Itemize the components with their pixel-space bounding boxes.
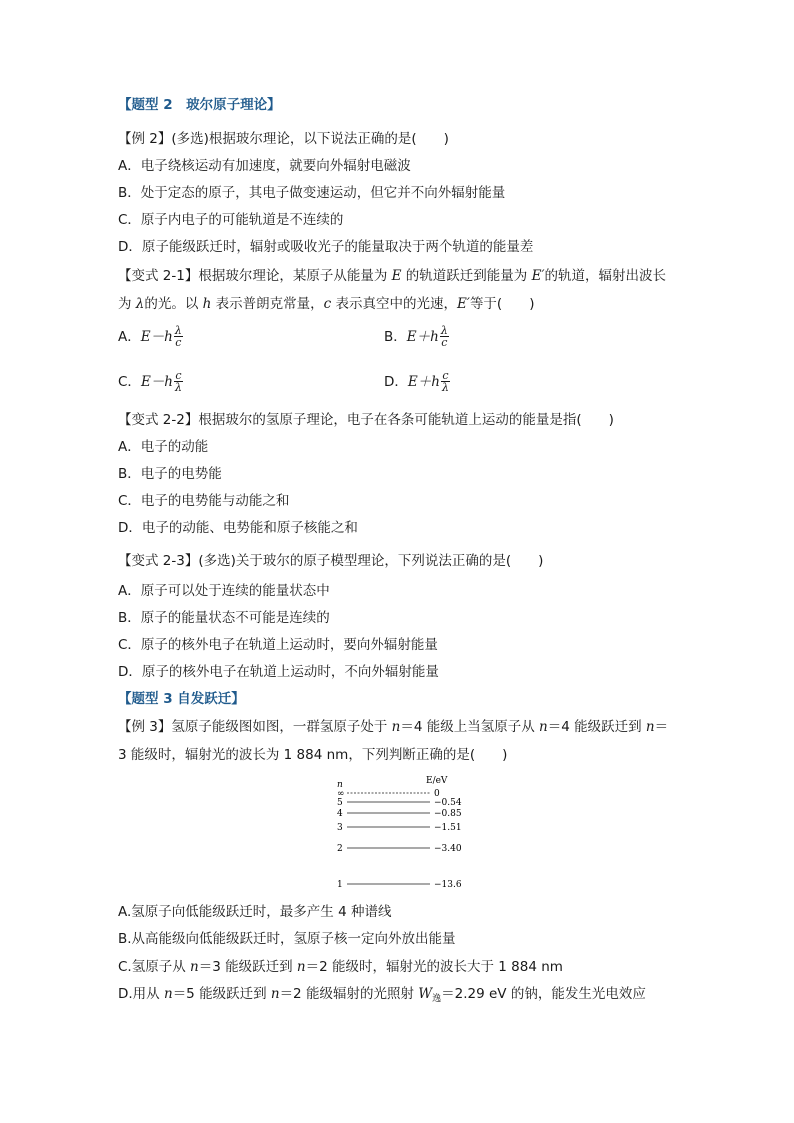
example-2-option-d: D．原子能级跃迁时，辐射或吸收光子的能量取决于两个轨道的能量差 <box>118 239 534 255</box>
diagram-energy-axis-label: E/eV <box>426 776 448 786</box>
level-n-label: 2 <box>337 844 343 854</box>
section-heading-type2: 【题型 2 玻尔原子理论】 <box>118 97 281 113</box>
example-3-option-d: D.用从 n＝5 能级跃迁到 n＝2 能级辐射的光照射 $W_逸=2.29$ eV 的钠，能发生光电效应 <box>118 986 646 1004</box>
level-n-label: 4 <box>337 809 343 819</box>
example-3-option-c: C.氢原子从 n＝3 能级跃迁到 n＝2 能级时，辐射光的波长大于 1 884 nm <box>118 959 563 975</box>
example-2-option-a: A．电子绕核运动有加速度，就要向外辐射电磁波 <box>118 158 411 174</box>
level-energy-label: −13.6 <box>434 880 462 890</box>
variant-2-3-option-a: A．原子可以处于连续的能量状态中 <box>118 583 330 599</box>
fraction: $\frac{c}{\lambda}$ <box>175 369 182 394</box>
variant-2-2-option-b: B．电子的电势能 <box>118 466 222 482</box>
level-energy-label: −0.85 <box>434 809 462 819</box>
variant-2-1-option-a: A． E－h $\frac{\lambda}{c}$ <box>118 324 182 349</box>
fraction: $\frac{c}{\lambda}$ <box>441 369 449 394</box>
example-3-option-b: B.从高能级向低能级跃迁时，氢原子核一定向外放出能量 <box>118 931 456 947</box>
example-2-option-c: C．原子内电子的可能轨道是不连续的 <box>118 212 344 228</box>
energy-level-diagram <box>320 770 480 895</box>
variant-2-3-stem: 【变式 2-3】(多选)关于玻尔的原子模型理论，下列说法正确的是( ) <box>118 553 544 569</box>
example-2-stem: 【例 2】(多选)根据玻尔理论，以下说法正确的是( ) <box>118 131 449 147</box>
variant-2-1-option-d: D． E＋h $\frac{c}{\lambda}$ <box>384 369 449 394</box>
variant-2-2-option-d: D．电子的动能、电势能和原子核能之和 <box>118 520 358 536</box>
example-3-option-a: A.氢原子向低能级跃迁时，最多产生 4 种谱线 <box>118 904 392 920</box>
level-energy-label: −0.54 <box>434 798 462 808</box>
variant-2-2-option-c: C．电子的电势能与动能之和 <box>118 493 290 509</box>
diagram-n-axis-label: n <box>337 780 343 790</box>
level-energy-label: −1.51 <box>434 823 462 833</box>
variant-2-2-option-a: A．电子的动能 <box>118 439 209 455</box>
variant-2-3-option-b: B．原子的能量状态不可能是连续的 <box>118 610 330 626</box>
variant-2-1-stem-line2: 为 λ的光。以 h 表示普朗克常量，c 表示真空中的光速，E′等于( ) <box>118 296 535 312</box>
level-energy-label: 0 <box>434 789 440 799</box>
level-energy-label: −3.40 <box>434 844 462 854</box>
fraction: $\frac{\lambda}{c}$ <box>174 324 182 349</box>
variant-2-1-stem-line1: 【变式 2-1】根据玻尔理论，某原子从能量为 E 的轨道跃迁到能量为 E′的轨道，辐射出波长 <box>118 268 667 284</box>
variant-2-1-option-b: B． E＋h $\frac{\lambda}{c}$ <box>384 324 448 349</box>
level-n-label: 5 <box>337 798 343 808</box>
variant-2-1-option-c: C． E－h $\frac{c}{\lambda}$ <box>118 369 182 394</box>
variant-2-3-option-c: C．原子的核外电子在轨道上运动时，要向外辐射能量 <box>118 637 438 653</box>
section-heading-type3: 【题型 3 自发跃迁】 <box>118 691 245 707</box>
fraction: $\frac{\lambda}{c}$ <box>440 324 448 349</box>
level-n-label: ∞ <box>337 789 345 799</box>
example-2-option-b: B．处于定态的原子，其电子做变速运动，但它并不向外辐射能量 <box>118 185 506 201</box>
level-n-label: 1 <box>337 880 343 890</box>
example-3-stem-line2: 3 能级时，辐射光的波长为 1 884 nm，下列判断正确的是( ) <box>118 747 508 763</box>
variant-2-2-stem: 【变式 2-2】根据玻尔的氢原子理论，电子在各条可能轨道上运动的能量是指( ) <box>118 412 614 428</box>
example-3-stem-line1: 【例 3】氢原子能级图如图，一群氢原子处于 n＝4 能级上当氢原子从 n＝4 能级跃迁到 n＝ <box>118 719 669 735</box>
level-n-label: 3 <box>337 823 343 833</box>
energy-levels <box>337 789 462 890</box>
variant-2-3-option-d: D．原子的核外电子在轨道上运动时，不向外辐射能量 <box>118 664 439 680</box>
